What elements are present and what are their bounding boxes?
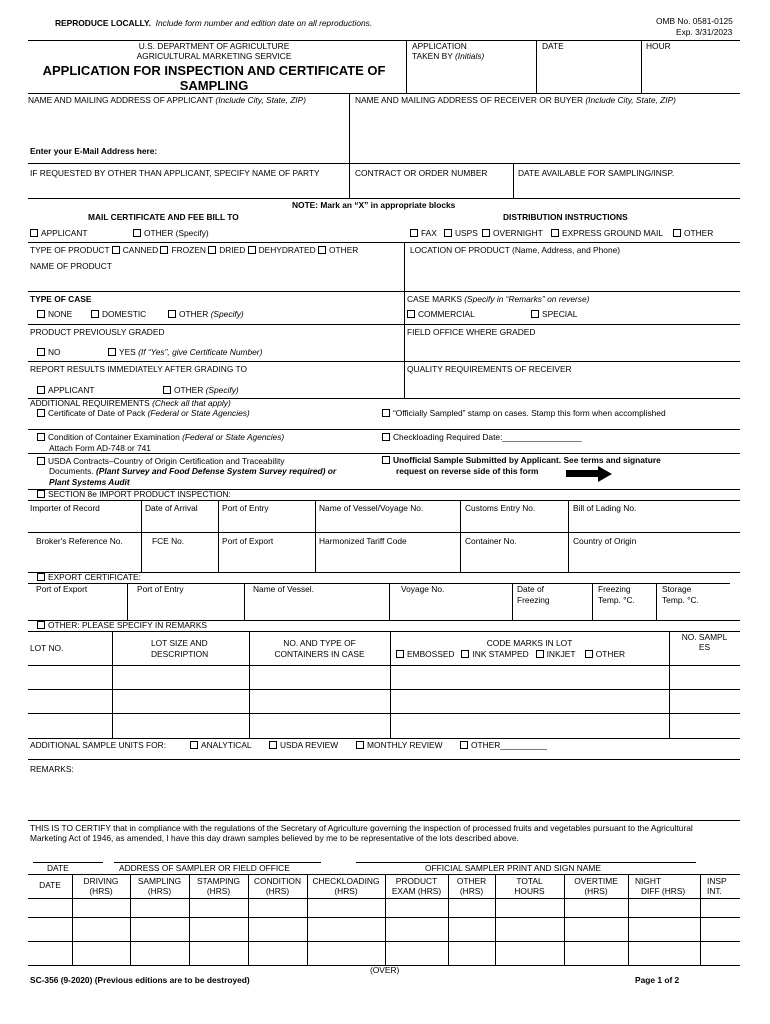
case-marks-label: CASE MARKS (Specify in “Remarks” on reverse) [407,294,590,304]
hours-date-header: DATE [39,880,61,890]
mail-cert-label: MAIL CERTIFICATE AND FEE BILL TO [88,212,239,222]
fce-label: FCE No. [152,536,185,546]
dist-fax-checkbox[interactable]: FAX [410,229,437,239]
export-vessel-label: Name of Vessel. [253,584,314,594]
vessel-voyage-label: Name of Vessel/Voyage No. [319,503,424,513]
samples-header-2: ES [698,642,711,652]
officially-sampled-checkbox[interactable]: “Officially Sampled” stamp on cases. Stamp this form when accomplished [382,409,666,419]
report-other-checkbox[interactable]: OTHER (Specify) [163,386,239,396]
certify-text-line2: Marketing Act of 1946, as amended, I have this day drawn samples believed by me to be representative of the lots described above. [30,833,519,843]
dist-other-checkbox[interactable]: OTHER [673,229,713,239]
ink-stamped-checkbox[interactable]: INK STAMPED [461,649,528,659]
dist-express-checkbox[interactable]: EXPRESS GROUND MAIL [551,229,663,239]
storage-temp-label-2: Temp. °C. [662,595,699,605]
email-label: Enter your E-Mail Address here: [30,146,158,156]
night-header: NIGHT [635,876,662,886]
other-hours-header-unit: (HRS) [459,886,484,896]
omb-number: OMB No. 0581-0125 [656,16,733,26]
documents-note: Documents. (Plant Survey and Food Defense System Survey required) or [49,466,337,476]
checkloading-checkbox[interactable]: Checkloading Required Date:_________________ [382,433,582,443]
analytical-checkbox[interactable]: ANALYTICAL [190,741,252,751]
checkloading-header-unit: (HRS) [334,886,358,896]
report-results-label: REPORT RESULTS IMMEDIATELY AFTER GRADING TO [30,364,248,374]
other-hours-header: OTHER [456,876,487,886]
unofficial-sample-checkbox[interactable]: Unofficial Sample Submitted by Applicant. See terms and signature [382,456,661,466]
checkloading-header: CHECKLOADING [312,876,380,886]
product-type-row: TYPE OF PRODUCT CANNED FROZEN DRIED DEHYDRATED OTHER [30,245,359,255]
code-other-checkbox[interactable]: OTHER [585,649,625,659]
broker-label: Broker's Reference No. [36,536,123,546]
expiration: Exp. 3/31/2023 [676,27,733,37]
sampling-header-unit: (HRS) [147,886,172,896]
stamping-header-unit: (HRS) [206,886,231,896]
containers-header-2: CONTAINERS IN CASE [274,649,365,659]
usda-contracts-checkbox[interactable]: USDA Contracts–Country of Origin Certification and Traceability [37,457,284,467]
customs-label: Customs Entry No. [465,503,536,513]
port-export-label: Port of Export [222,536,274,546]
condition-header: CONDITION [254,876,301,886]
additional-units-label: ADDITIONAL SAMPLE UNITS FOR: [30,740,167,750]
product-name-label: NAME OF PRODUCT [30,261,112,271]
page-number: Page 1 of 2 [635,975,680,985]
condition-header-unit: (HRS) [265,886,290,896]
hours-row [28,917,740,918]
dist-usps-checkbox[interactable]: USPS [444,229,478,239]
reproduce-instruction: Include form number and edition date on all reproductions. [155,18,373,28]
total-header-unit: HOURS [514,886,545,896]
lot-size-header-2: DESCRIPTION [151,649,209,659]
unofficial-sample-note: request on reverse side of this form [396,466,539,476]
containers-header-1: NO. AND TYPE OF [283,638,356,648]
case-type-label: TYPE OF CASE [30,294,92,304]
application-taken-by: TAKEN BY (Initials) [412,51,485,61]
condition-exam-checkbox[interactable]: Condition of Container Examination (Federal or State Agencies) [37,433,284,443]
graded-no-checkbox[interactable]: NO [37,348,61,358]
arrow-shaft [566,470,598,477]
reproduce-note [55,19,372,29]
product-exam-header-unit: EXAM (HRS) [391,886,442,896]
lot-row [28,665,740,666]
container-label: Container No. [465,536,517,546]
origin-label: Country of Origin [573,536,637,546]
product-dehydrated-checkbox[interactable]: DEHYDRATED [248,245,316,255]
case-none-checkbox[interactable]: NONE [37,310,72,320]
freezing-date-label-1: Date of [517,584,545,594]
distribution-label: DISTRIBUTION INSTRUCTIONS [503,212,628,222]
certify-address-label: ADDRESS OF SAMPLER OR FIELD OFFICE [119,863,290,873]
graded-yes-checkbox[interactable]: YES (If “Yes”, give Certificate Number) [108,348,262,358]
hours-row [28,941,740,942]
certify-official-label: OFFICIAL SAMPLER PRINT AND SIGN NAME [425,863,601,873]
code-marks-header: CODE MARKS IN LOT [486,638,573,648]
mail-other-checkbox[interactable]: OTHER (Specify) [133,229,209,239]
form-number: SC-356 (9-2020) (Previous editions are to be destroyed) [30,975,250,985]
night-header-unit: DIFF (HRS) [641,886,686,896]
arrow-right-icon [598,466,612,482]
sampling-header: SAMPLING [137,876,182,886]
case-other-checkbox[interactable]: OTHER (Specify) [168,310,244,320]
plant-audit-note: Plant Systems Audit [49,477,130,487]
lot-row [28,689,740,690]
tariff-label: Harmonized Tariff Code [319,536,407,546]
overtime-header-unit: (HRS) [584,886,608,896]
importer-label: Importer of Record [30,503,100,513]
receiver-name-label: NAME AND MAILING ADDRESS OF RECEIVER OR BUYER (Include City, State, ZIP) [355,95,676,105]
form-title-line1: APPLICATION FOR INSPECTION AND CERTIFICATE OF [42,63,386,78]
note-mark-x: NOTE: Mark an “X” in appropriate blocks [292,200,456,210]
graded-label: PRODUCT PREVIOUSLY GRADED [30,327,165,337]
freezing-temp-label-2: Temp. °C. [598,595,635,605]
import-section-checkbox[interactable]: SECTION 8e IMPORT PRODUCT INSPECTION: [37,490,231,500]
lading-label: Bill of Lading No. [573,503,637,513]
form-title-line2: SAMPLING [179,78,249,93]
reproduce-label: REPRODUCE LOCALLY. [55,18,152,28]
additional-other-checkbox[interactable]: OTHER__________ [460,741,547,751]
export-section-checkbox[interactable]: EXPORT CERTIFICATE: [37,573,141,583]
product-dried-checkbox[interactable]: DRIED [208,245,245,255]
additional-requirements-label: ADDITIONAL REQUIREMENTS (Check all that apply) [30,398,231,408]
port-entry-label: Port of Entry [222,503,269,513]
lot-size-header-1: LOT SIZE AND [151,638,208,648]
mail-applicant-checkbox[interactable]: APPLICANT [30,229,88,239]
insp-header-unit: INT. [707,886,722,896]
contract-label: CONTRACT OR ORDER NUMBER [355,168,488,178]
driving-header: DRIVING [83,876,119,886]
other-section-checkbox[interactable]: OTHER: PLEASE SPECIFY IN REMARKS [37,621,207,631]
case-special-checkbox[interactable]: SPECIAL [531,310,577,320]
report-applicant-checkbox[interactable]: APPLICANT [37,386,95,396]
samples-header-1: NO. SAMPL [681,632,728,642]
attach-form-note: Attach Form AD-748 or 741 [49,443,151,453]
freezing-date-label-2: Freezing [517,595,550,605]
export-voyage-label: Voyage No. [401,584,445,594]
case-domestic-checkbox[interactable]: DOMESTIC [91,310,146,320]
dist-overnight-checkbox[interactable]: OVERNIGHT [482,229,543,239]
lot-row [28,713,740,714]
stamping-header: STAMPING [196,876,241,886]
storage-temp-label-1: Storage [662,584,692,594]
case-commercial-checkbox[interactable]: COMMERCIAL [407,310,475,320]
product-exam-header: PRODUCT [395,876,438,886]
certify-text-line1: THIS IS TO CERTIFY that in compliance with the regulations of the Secretary of Agriculture governing the inspection of processed fruits and vegetables pursuant to the Agricultural [30,823,693,833]
total-header: TOTAL [516,876,543,886]
overtime-header: OVERTIME [574,876,618,886]
department: U.S. DEPARTMENT OF AGRICULTURE [138,41,290,51]
remarks-label: REMARKS: [30,764,74,774]
insp-header: INSP [707,876,727,886]
driving-header-unit: (HRS) [89,886,113,896]
arrival-label: Date of Arrival [145,503,198,513]
product-frozen-checkbox[interactable]: FROZEN [160,245,205,255]
product-other-checkbox[interactable]: OTHER [318,245,358,255]
date-available-label: DATE AVAILABLE FOR SAMPLING/INSP. [518,168,675,178]
application-taken-label: APPLICATION [412,41,467,51]
export-port-label: Port of Export [36,584,88,594]
freezing-temp-label-1: Freezing [598,584,631,594]
date-label: DATE [542,41,564,51]
other-party-label: IF REQUESTED BY OTHER THAN APPLICANT, SPECIFY NAME OF PARTY [30,168,320,178]
over-note: (OVER) [370,965,400,975]
header-top-rule [28,40,740,41]
applicant-name-label: NAME AND MAILING ADDRESS OF APPLICANT (Include City, State, ZIP) [28,95,307,105]
quality-requirements-label: QUALITY REQUIREMENTS OF RECEIVER [407,364,572,374]
monthly-review-checkbox[interactable]: MONTHLY REVIEW [356,741,443,751]
lot-no-header: LOT NO. [30,643,64,653]
cert-pack-checkbox[interactable]: Certificate of Date of Pack (Federal or State Agencies) [37,409,250,419]
product-location-label: LOCATION OF PRODUCT (Name, Address, and Phone) [410,245,621,255]
export-entry-label: Port of Entry [137,584,184,594]
usda-review-checkbox[interactable]: USDA REVIEW [269,741,338,751]
hour-label: HOUR [646,41,671,51]
field-office-label: FIELD OFFICE WHERE GRADED [407,327,536,337]
certify-date-label: DATE [47,863,69,873]
code-marks-options [396,650,625,660]
embossed-checkbox[interactable]: EMBOSSED [396,649,454,659]
service: AGRICULTURAL MARKETING SERVICE [136,51,292,61]
inkjet-checkbox[interactable]: INKJET [536,649,576,659]
product-canned-checkbox[interactable]: CANNED [112,245,158,255]
